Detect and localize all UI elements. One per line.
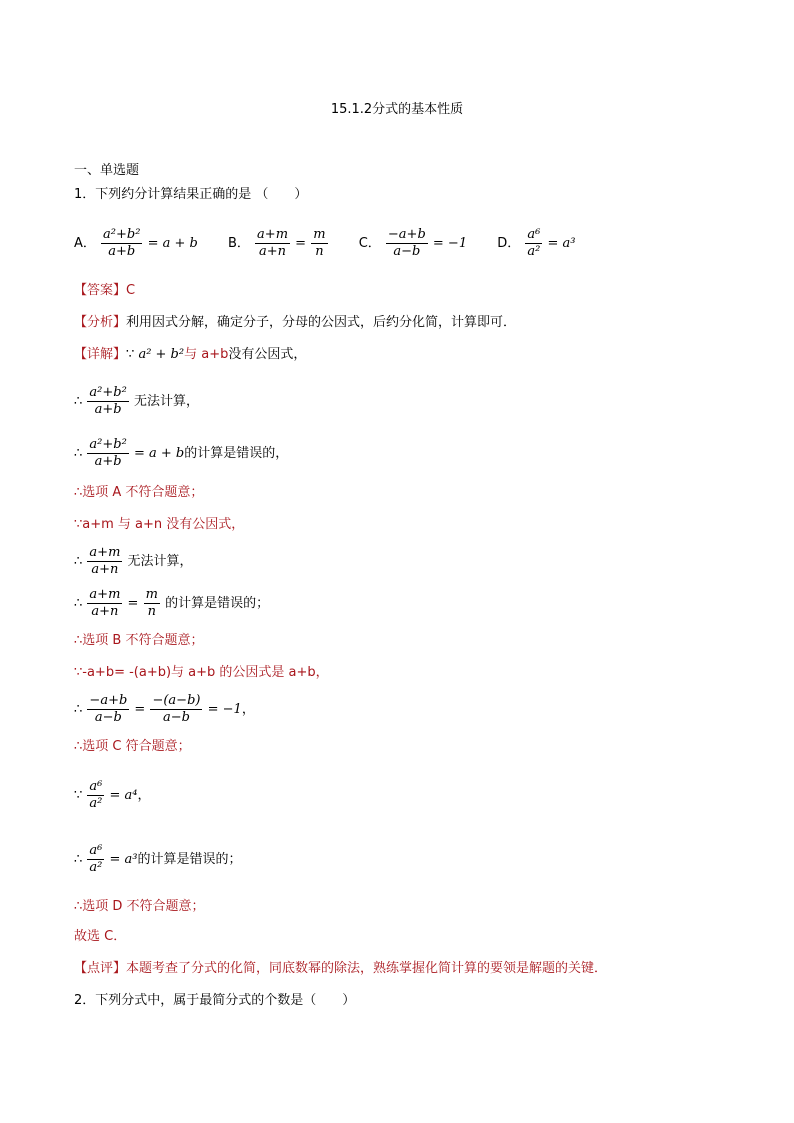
detail-option-d: ∴选项 D 不符合题意； [74, 899, 205, 914]
detail-line-1: 【详解】∵ a² + b²与 a+b没有公因式， [74, 347, 307, 362]
section-heading: 一、单选题 [74, 163, 140, 178]
option-b: B． $\frac{a+m}{a+n}$ = $\frac{m}{n}$ [227, 227, 326, 259]
question-1-stem: 1．下列约分计算结果正确的是 （ ） [74, 187, 308, 202]
page-title: 15.1.2分式的基本性质 [330, 102, 464, 117]
detail-line-9: ∵ $\frac{\text{a⁶}}{\text{a²}}$ = a⁴， [74, 779, 151, 811]
detail-option-c: ∴选项 C 符合题意； [74, 739, 191, 754]
detail-line-6: ∴ $\frac{a+m}{a+n}$ = $\frac{m}{n}$ 的计算是错误的； [74, 587, 270, 619]
analysis: 【分析】利用因式分解，确定分子，分母的公因式，后约分化简，计算即可． [74, 315, 517, 330]
detail-line-5: ∴ $\frac{a+m}{a+n}$ 无法计算， [74, 545, 193, 577]
detail-line-7: ∵-a+b= -(a+b)与 a+b 的公因式是 a+b， [74, 665, 329, 680]
option-a: A． $\frac{\text{a²+b²}}{a+b}$ = a + b [74, 227, 198, 259]
comment: 【点评】本题考查了分式的化简，同底数幂的除法，熟练掌握化简计算的要领是解题的关键． [74, 961, 608, 976]
detail-choose: 故选 C． [74, 929, 127, 944]
option-c: C． $\frac{-a+b}{a-b}$ = −1 [358, 227, 468, 259]
answer: 【答案】C [74, 283, 136, 298]
option-d: D． $\frac{\text{a⁶}}{\text{a²}}$ = a³ [497, 227, 576, 259]
detail-option-a: ∴选项 A 不符合题意； [74, 485, 204, 500]
question-2-stem: 2．下列分式中，属于最简分式的个数是（ ） [74, 993, 356, 1008]
question-1-options [74, 226, 602, 262]
detail-line-3: ∴ $\frac{\text{a²+b²}}{a+b}$ = a + b的计算是错误的， [74, 437, 289, 469]
detail-line-2: ∴ $\frac{\text{a²+b²}}{a+b}$ 无法计算， [74, 385, 199, 417]
detail-line-4: ∵a+m 与 a+n 没有公因式， [74, 517, 245, 532]
detail-line-8: ∴ $\frac{-a+b}{a-b}$ = $\frac{-(a-b)}{a-b}$ = −1， [74, 693, 255, 725]
detail-line-10: ∴ $\frac{\text{a⁶}}{\text{a²}}$ = a³的计算是错误的； [74, 843, 242, 875]
detail-option-b: ∴选项 B 不符合题意； [74, 633, 204, 648]
